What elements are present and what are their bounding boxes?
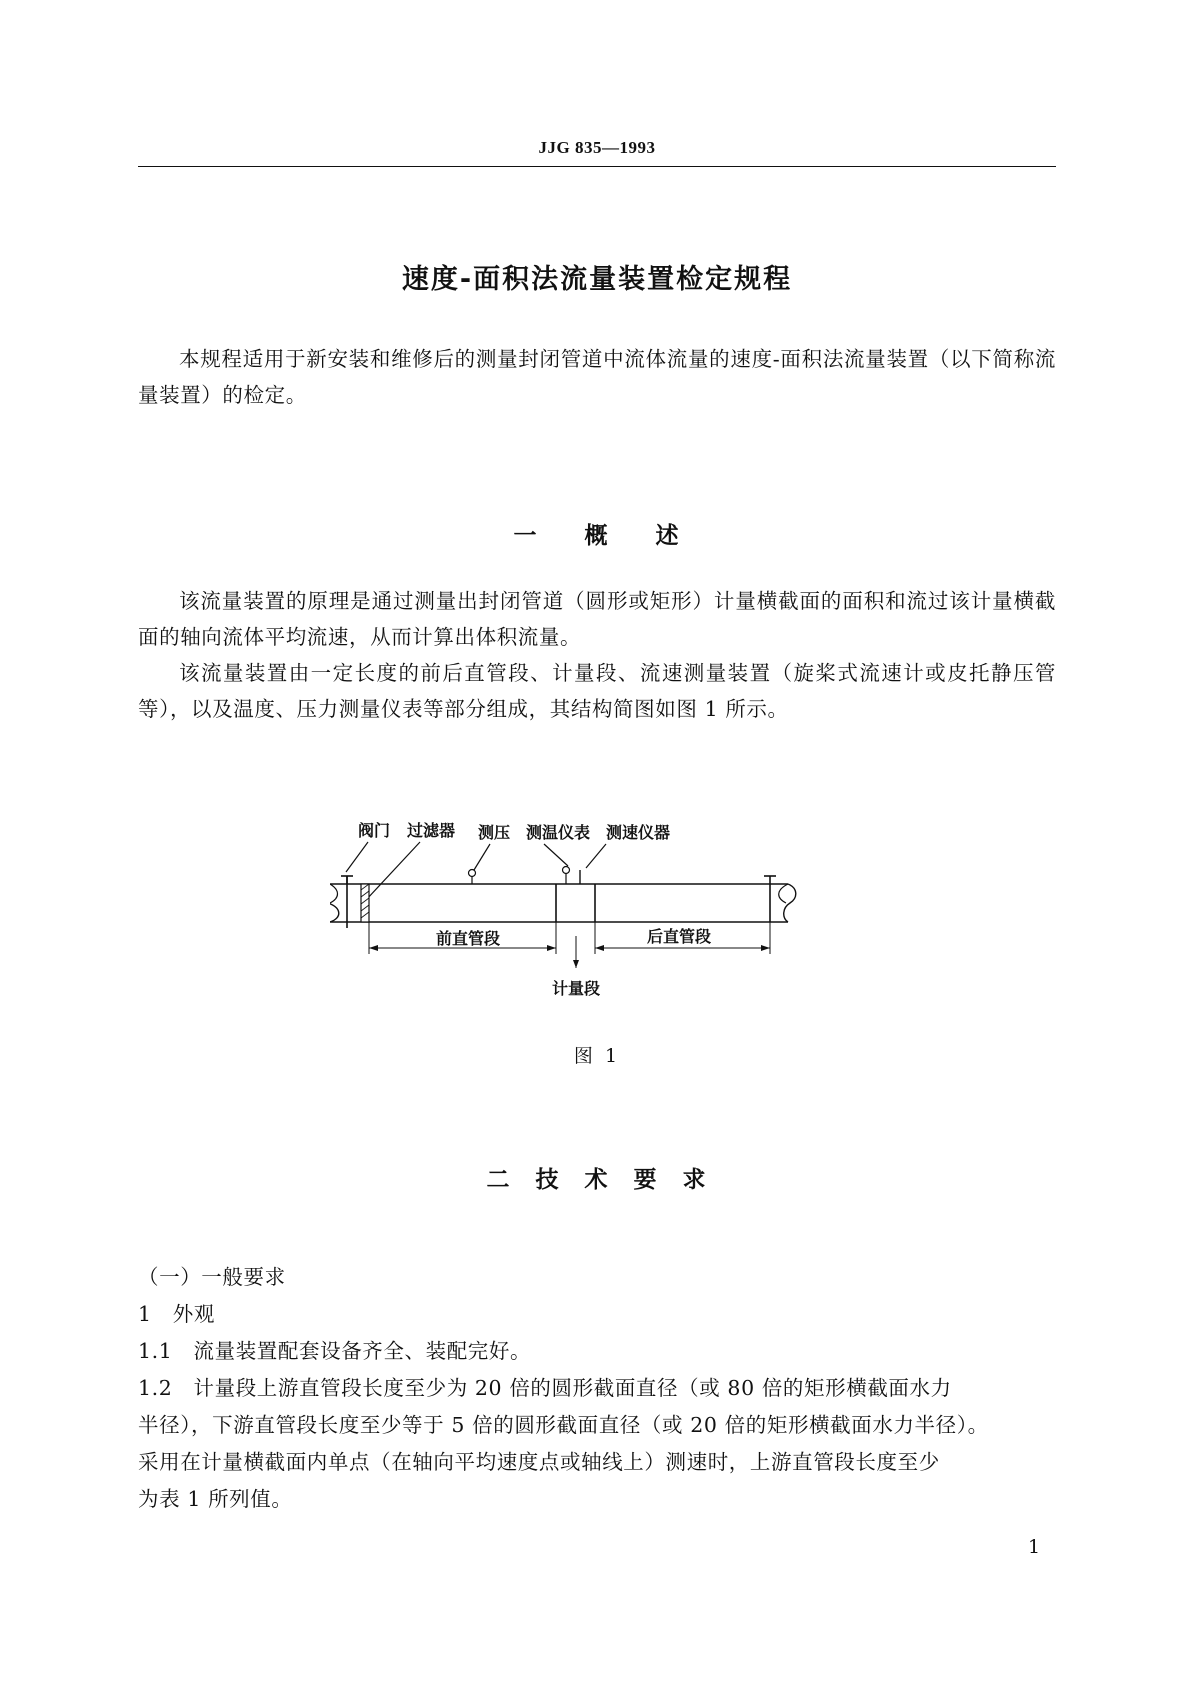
label-velocity: 测速仪器 <box>606 823 671 842</box>
item-1-2-line-4: 为表 1 所列值。 <box>138 1487 293 1511</box>
item-1-2-line-3: 采用在计量横截面内单点（在轴向平均速度点或轴线上）测速时，上游直管段长度至少 <box>138 1450 940 1474</box>
header-rule <box>138 166 1056 167</box>
subsection-general: （一）一般要求 <box>138 1265 286 1289</box>
label-valve: 阀门 <box>358 821 391 840</box>
label-filter: 过滤器 <box>407 821 456 840</box>
item-1-2-line-1: 1.2 计量段上游直管段长度至少为 20 倍的圆形截面直径（或 80 倍的矩形横截面水力 <box>138 1376 952 1400</box>
flow-device-diagram <box>330 818 870 1018</box>
label-temperature: 测温仪表 <box>526 823 591 842</box>
item-1-appearance: 1 外观 <box>138 1302 215 1326</box>
section-heading-overview: 一 概 述 <box>513 523 681 549</box>
document-title: 速度-面积法流量装置检定规程 <box>401 264 793 295</box>
label-pressure: 测压 <box>478 823 511 842</box>
label-downstream-section: 后直管段 <box>647 927 712 946</box>
overview-paragraph-2: 该流量装置由一定长度的前后直管段、计量段、流速测量装置（旋桨式流速计或皮托静压管等），以及温度、压力测量仪表等部分组成，其结构简图如图 1 所示。 <box>138 661 1056 721</box>
section-heading-requirements: 二 技 术 要 求 <box>486 1167 708 1193</box>
item-1-1: 1.1 流量装置配套设备齐全、装配完好。 <box>138 1339 532 1363</box>
figure-caption: 图 1 <box>573 1045 621 1067</box>
page-header-code: JJG 835—1993 <box>538 138 656 157</box>
pressure-tap <box>469 870 476 877</box>
page-number: 1 <box>1028 1536 1041 1558</box>
item-1-2-line-2: 半径），下游直管段长度至少等于 5 倍的圆形截面直径（或 20 倍的矩形横截面水力半径）。 <box>138 1413 989 1437</box>
intro-paragraph: 本规程适用于新安装和维修后的测量封闭管道中流体流量的速度-面积法流量装置（以下简称流量装置）的检定。 <box>138 347 1056 407</box>
overview-paragraph-1: 该流量装置的原理是通过测量出封闭管道（圆形或矩形）计量横截面的面积和流过该计量横截面的轴向流体平均流速，从而计算出体积流量。 <box>138 589 1056 649</box>
label-upstream-section: 前直管段 <box>436 929 501 948</box>
temperature-sensor <box>563 867 570 874</box>
label-metering-section: 计量段 <box>552 979 601 998</box>
